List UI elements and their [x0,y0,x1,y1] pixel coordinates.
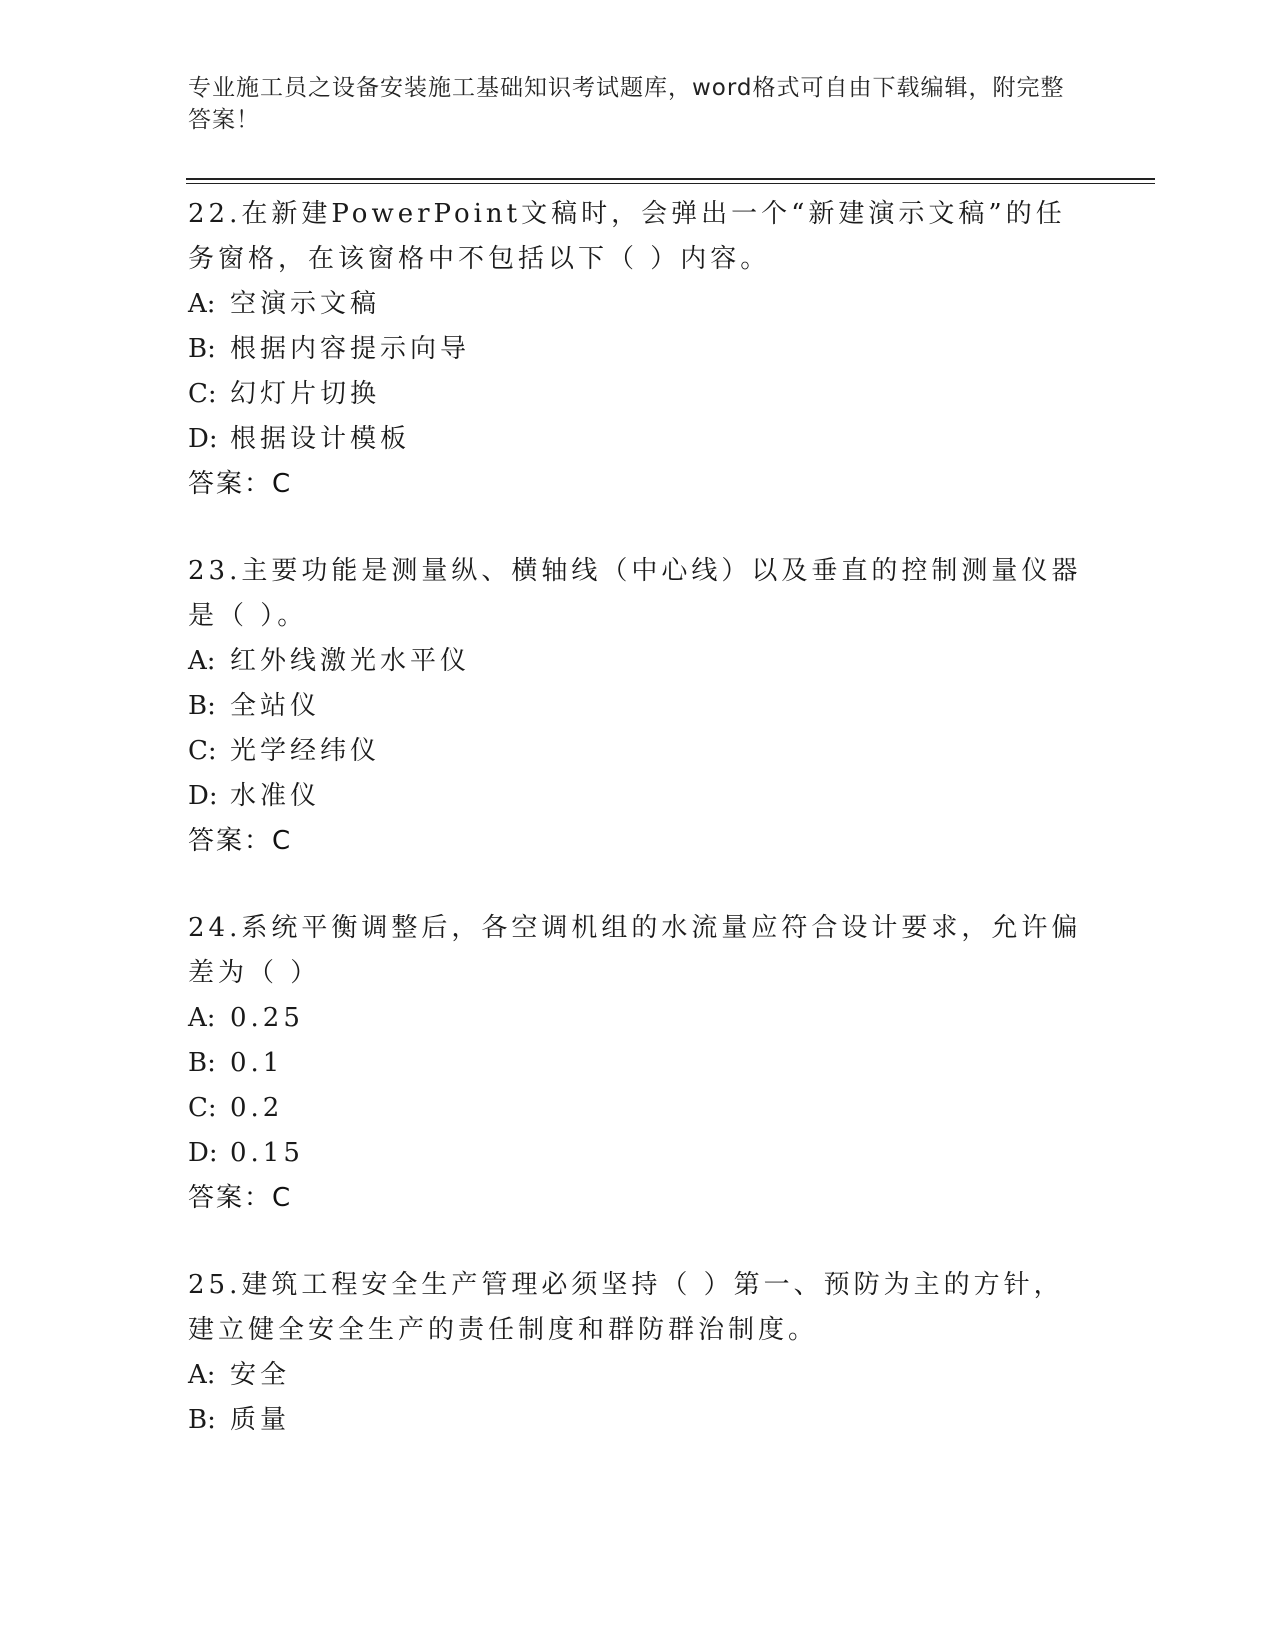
option-a [188,996,1088,1041]
header-divider-thin [186,183,1155,184]
option-key: C: [188,379,217,409]
question-22 [188,192,1088,507]
option-text: 红外线激光水平仪 [230,646,471,676]
option-text: 幻灯片切换 [230,379,381,409]
option-text: 0.25 [230,1003,304,1033]
option-text: 空演示文稿 [230,289,381,319]
option-key: D: [188,781,218,811]
option-d [188,1131,1088,1176]
option-b [188,327,1088,372]
option-b [188,1041,1088,1086]
option-d [188,774,1088,819]
option-a [188,639,1088,684]
option-c [188,372,1088,417]
option-key: A: [188,646,216,676]
answer-line: 答案：C [188,826,293,856]
question-stem: 23.主要功能是测量纵、横轴线（中心线）以及垂直的控制测量仪器是（ ）。 [188,556,1082,631]
question-stem: 24.系统平衡调整后，各空调机组的水流量应符合设计要求，允许偏差为（ ） [188,913,1082,988]
option-text: 光学经纬仪 [230,736,381,766]
option-a [188,282,1088,327]
option-key: C: [188,1093,217,1123]
question-23 [188,549,1088,864]
option-text: 质量 [230,1405,291,1435]
option-text: 0.1 [230,1048,284,1078]
option-c [188,729,1088,774]
option-key: B: [188,691,216,721]
option-d [188,417,1088,462]
option-key: A: [188,1360,216,1390]
option-text: 水准仪 [230,781,321,811]
question-25 [188,1263,1088,1443]
option-key: D: [188,1138,218,1168]
option-key: D: [188,424,218,454]
option-c [188,1086,1088,1131]
answer-line: 答案：C [188,469,293,499]
option-key: B: [188,334,216,364]
question-24 [188,906,1088,1221]
question-stem: 25.建筑工程安全生产管理必须坚持（ ）第一、预防为主的方针，建立健全安全生产的责任制度和群防群治制度。 [188,1270,1064,1345]
option-key: B: [188,1048,216,1078]
option-key: C: [188,736,217,766]
option-key: B: [188,1405,216,1435]
option-b [188,684,1088,729]
option-key: A: [188,1003,216,1033]
option-a [188,1353,1088,1398]
option-text: 根据内容提示向导 [230,334,471,364]
page-header: 专业施工员之设备安装施工基础知识考试题库，word格式可自由下载编辑，附完整答案！ [188,75,1065,133]
option-text: 0.15 [230,1138,304,1168]
question-list [188,192,1088,1485]
option-text: 根据设计模板 [230,424,411,454]
option-text: 安全 [230,1360,291,1390]
option-text: 全站仪 [230,691,321,721]
option-text: 0.2 [230,1093,284,1123]
header-divider-thick [186,178,1155,180]
question-stem: 22.在新建PowerPoint文稿时，会弹出一个“新建演示文稿”的任务窗格，在该窗格中不包括以下（ ）内容。 [188,199,1066,274]
option-b [188,1398,1088,1443]
answer-line: 答案：C [188,1183,293,1213]
option-key: A: [188,289,216,319]
